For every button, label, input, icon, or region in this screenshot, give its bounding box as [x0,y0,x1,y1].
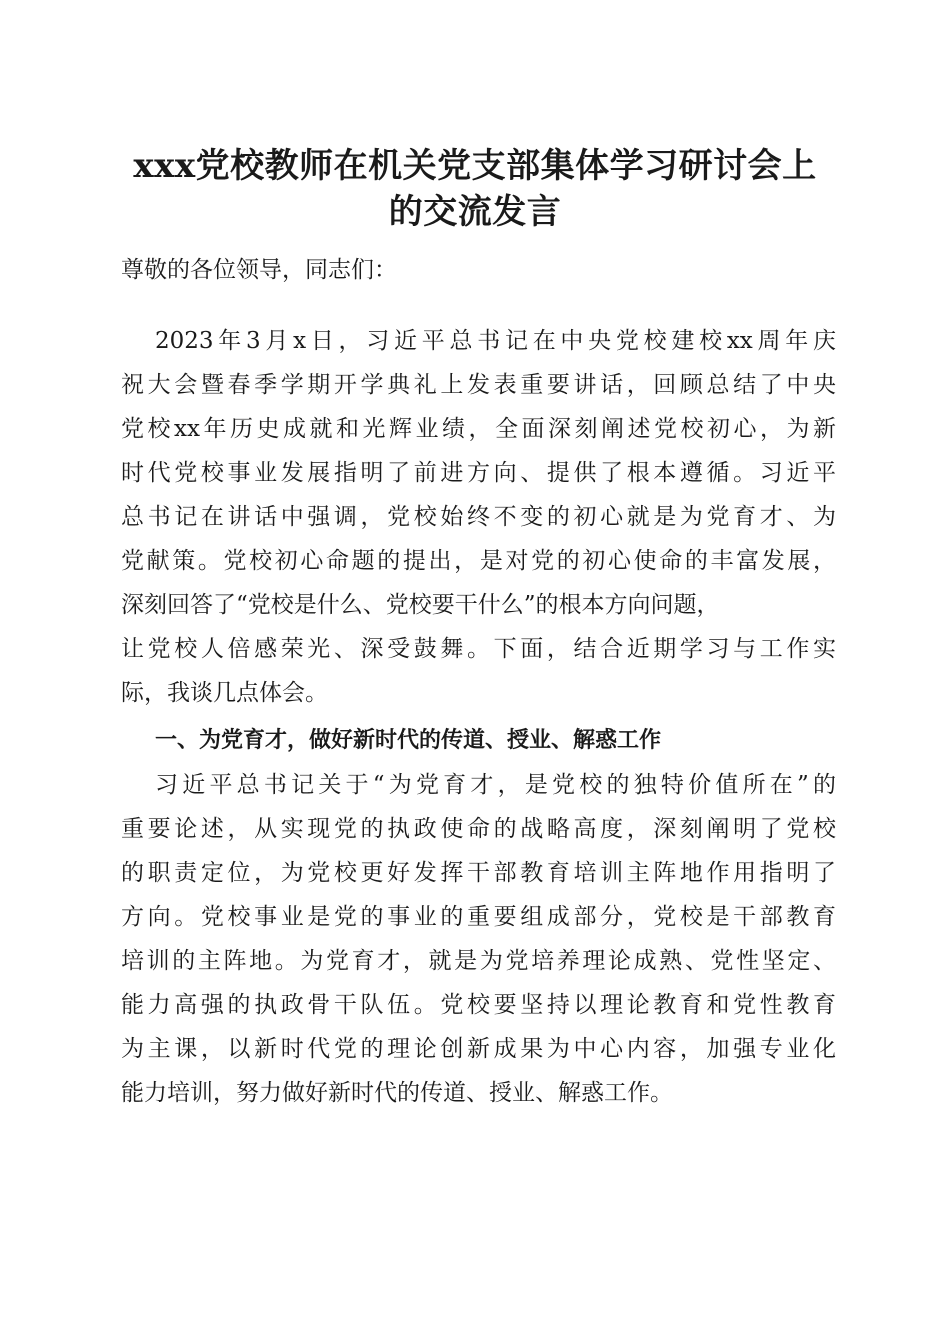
paragraph-1-line: 总书记在讲话中强调，党校始终不变的初心就是为党育才、为 [121,504,836,530]
paragraph-2-line: 为主课，以新时代党的理论创新成果为中心内容，加强专业化 [121,1036,836,1062]
salutation: 尊敬的各位领导，同志们： [121,257,397,283]
paragraph-1-line: 2023年3月x日，习近平总书记在中央党校建校xx周年庆 [155,328,836,354]
paragraph-1-line: 祝大会暨春季学期开学典礼上发表重要讲话，回顾总结了中央 [121,372,836,398]
paragraph-1-line: 党校xx年历史成就和光辉业绩，全面深刻阐述党校初心，为新 [121,416,836,442]
paragraph-1-line: 际，我谈几点体会。 [121,680,328,706]
paragraph-2-line: 能力高强的执政骨干队伍。党校要坚持以理论教育和党性教育 [121,992,836,1018]
document-title-line-2: 的交流发言 [388,192,562,232]
paragraph-2-line: 重要论述，从实现党的执政使命的战略高度，深刻阐明了党校 [121,816,836,842]
paragraph-2-line: 方向。党校事业是党的事业的重要组成部分，党校是干部教育 [121,904,836,930]
paragraph-1-line: 深刻回答了“党校是什么、党校要干什么”的根本方向问题， [121,592,720,618]
document-title-line-1: xxx党校教师在机关党支部集体学习研讨会上 [133,146,817,186]
paragraph-2-line: 培训的主阵地。为党育才，就是为党培养理论成熟、党性坚定、 [121,948,836,974]
paragraph-2-line: 的职责定位，为党校更好发挥干部教育培训主阵地作用指明了 [121,860,836,886]
paragraph-2-line: 习近平总书记关于“为党育才，是党校的独特价值所在”的 [155,772,836,798]
paragraph-1-line: 让党校人倍感荣光、深受鼓舞。下面，结合近期学习与工作实 [121,636,836,662]
paragraph-2-line: 能力培训，努力做好新时代的传道、授业、解惑工作。 [121,1080,673,1106]
paragraph-1-line: 党献策。党校初心命题的提出，是对党的初心使命的丰富发展， [121,548,836,574]
section-1-heading: 一、为党育才，做好新时代的传道、授业、解惑工作 [155,728,662,753]
paragraph-1-line: 时代党校事业发展指明了前进方向、提供了根本遵循。习近平 [121,460,836,486]
